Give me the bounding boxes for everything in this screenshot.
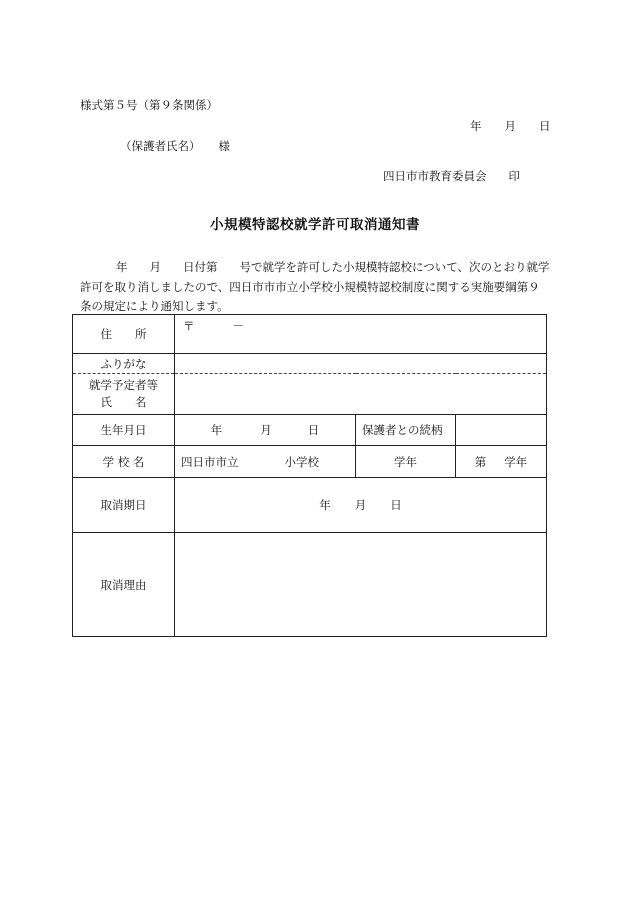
grade-label: 学年 (394, 454, 417, 469)
furigana-label: ふりがな (73, 354, 175, 374)
seal-mark: 印 (508, 169, 520, 183)
cancel-reason-label: 取消理由 (73, 533, 175, 637)
dob-label: 生年月日 (73, 415, 175, 446)
honorific: 様 (218, 139, 230, 153)
postal-mark: 〒 (183, 319, 195, 333)
guardian-line (120, 139, 230, 153)
issue-date: 年 月 日 (470, 119, 551, 133)
class-prefix: 第 (474, 454, 487, 469)
guardian-name-label: （保護者氏名） (120, 139, 201, 153)
dob-day: 日 (307, 423, 320, 437)
cancel-date-label: 取消期日 (73, 478, 175, 533)
student-name-label-line1: 就学予定者等 (89, 378, 158, 392)
class-field[interactable] (456, 446, 547, 478)
furigana-field[interactable] (175, 354, 547, 374)
body-month: 月 (149, 260, 161, 274)
dob-field[interactable] (175, 415, 356, 446)
school-label: 学 校 名 (73, 446, 175, 478)
relation-field[interactable] (456, 415, 547, 446)
notice-body (80, 258, 550, 317)
address-field[interactable] (175, 315, 547, 354)
issuer-name: 四日市市教育委員会 (383, 169, 487, 183)
school-prefix: 四日市市立 (181, 454, 239, 469)
cancel-date-field[interactable] (175, 478, 547, 533)
body-day-number: 日付第 (183, 260, 218, 274)
cancel-day: 日 (390, 498, 402, 512)
student-name-field[interactable] (175, 374, 547, 415)
body-year: 年 (116, 260, 128, 274)
class-suffix: 学年 (504, 454, 528, 469)
student-name-label-line2: 氏 名 (100, 395, 147, 409)
dob-year: 年 (210, 423, 223, 437)
dob-month: 月 (260, 423, 272, 437)
student-name-label (73, 374, 175, 415)
school-suffix: 小学校 (284, 454, 319, 469)
cancel-reason-field[interactable] (175, 533, 547, 637)
document-title: 小規模特認校就学許可取消通知書 (210, 217, 420, 233)
relation-label: 保護者との続柄 (356, 415, 456, 446)
postal-dash: － (232, 319, 244, 333)
body-text: 号で就学を許可した小規模特認校について、次のとおり就学許可を取り消しましたので、四日市市市立小学校小規模特認校制度に関する実施要綱第９条の規定により通知します。 (80, 260, 550, 313)
grade-field[interactable] (356, 446, 456, 478)
school-field[interactable] (175, 446, 356, 478)
form-number: 様式第５号（第９条関係） (80, 98, 218, 112)
issuer-line (383, 169, 520, 183)
cancel-month: 月 (354, 498, 367, 512)
notice-form-table (72, 314, 547, 637)
cancel-year: 年 (319, 498, 331, 512)
address-label: 住 所 (73, 315, 175, 354)
